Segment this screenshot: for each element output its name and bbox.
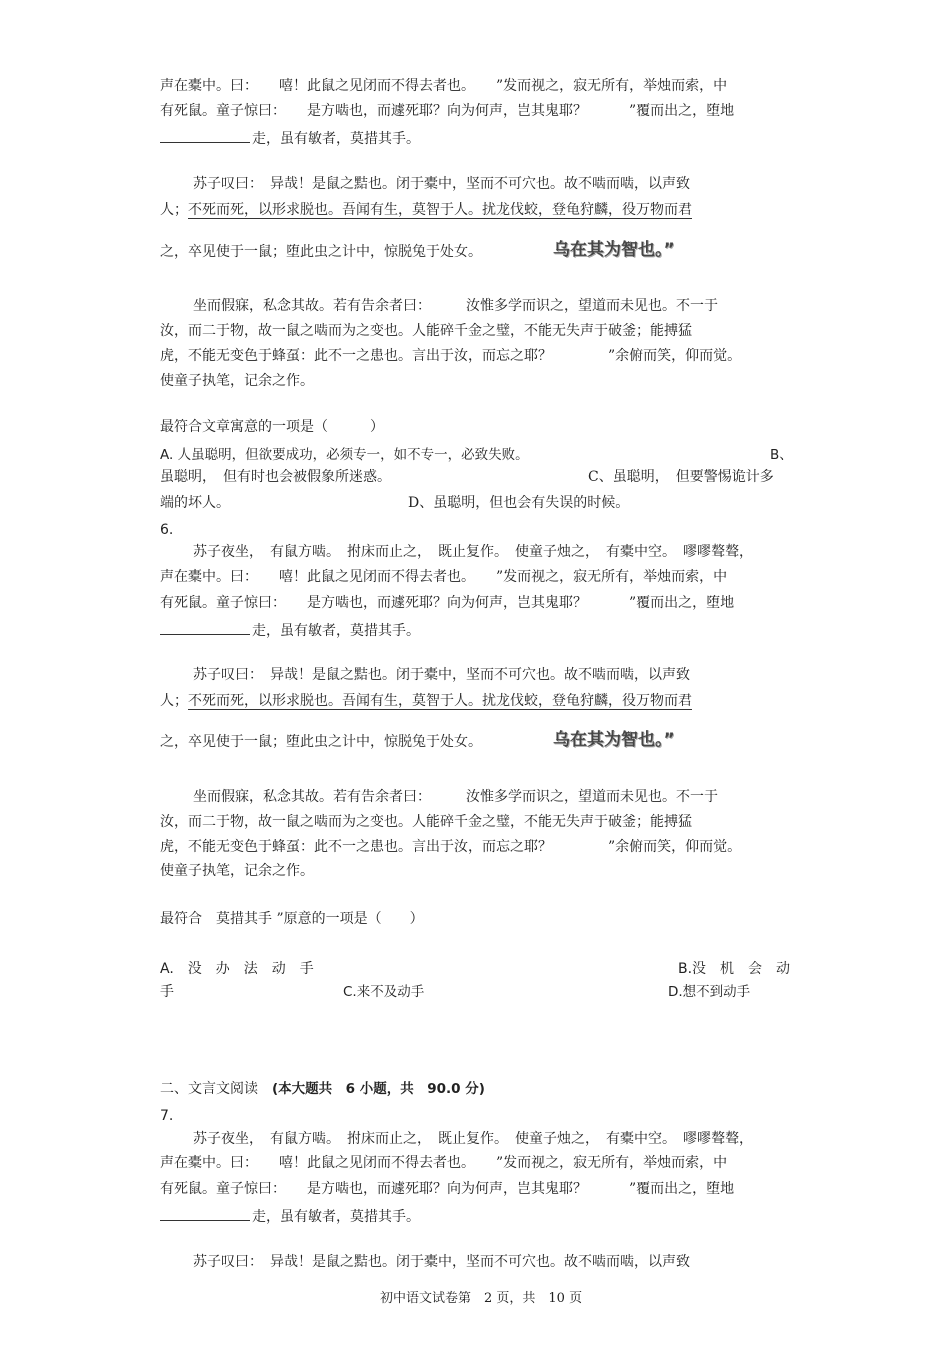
q6-line8: 汝，而二于物，故一鼠之啮而为之变也。人能碎千金之璧，不能无失声于破釜；能搏猛 — [160, 814, 692, 830]
q6-line3-text: 走，虽有敏者，莫措其手。 — [252, 623, 420, 639]
fill-blank[interactable] — [160, 130, 250, 143]
passage1-line5a: 人； — [160, 202, 188, 218]
passage1-line3 — [160, 130, 420, 148]
q5-option-d[interactable]: D、虽聪明，但也会有失误的时候。 — [408, 495, 630, 511]
passage1-line2: 有死鼠。童子惊曰： 是方啮也，而遽死耶？向为何声，岂其鬼耶？ ”覆而出之，堕地 — [160, 103, 735, 119]
q7-line2: 有死鼠。童子惊曰： 是方啮也，而遽死耶？向为何声，岂其鬼耶？ ”覆而出之，堕地 — [160, 1181, 735, 1197]
q5-option-b[interactable]: B、 — [770, 447, 793, 463]
q6-line5a: 人； — [160, 693, 188, 709]
q6-line4: 苏子叹曰： 异哉！是鼠之黠也。闭于橐中，坚而不可穴也。故不啮而啮，以声致 — [193, 667, 690, 683]
stamp-text: 乌在其为智也。” — [553, 240, 675, 260]
q7-line4: 苏子叹曰： 异哉！是鼠之黠也。闭于橐中，坚而不可穴也。故不啮而啮，以声致 — [193, 1254, 690, 1270]
q5-option-c-text: 端的坏人。 — [160, 495, 230, 511]
fill-blank[interactable] — [160, 1208, 250, 1221]
page-footer: 初中语文试卷第 2 页，共 10 页 — [380, 1291, 583, 1306]
passage1-line5c: 吾闻有生，莫智于人。扰龙伐蛟，登龟狩麟，役万物而君 — [342, 202, 692, 218]
q6-line5 — [160, 692, 692, 710]
q6-option-b[interactable]: B.没 机 会 动 — [678, 961, 791, 977]
section-title-note: (本大题共 6 小题，共 90.0 分) — [272, 1081, 485, 1097]
q6-line0: 苏子夜坐， 有鼠方啮。 拊床而止之， 既止复作。 使童子烛之， 有橐中空。 嘐嘐聱聱， — [193, 544, 753, 560]
q5-option-c[interactable]: C、虽聪明， 但要警惕诡计多 — [588, 469, 774, 485]
passage1-line10: 使童子执笔，记余之作。 — [160, 373, 314, 389]
q5-option-a[interactable]: A. 人虽聪明，但欲要成功，必须专一，如不专一，必致失败。 — [160, 447, 529, 463]
q6-number: 6. — [160, 522, 174, 538]
q7-line0: 苏子夜坐， 有鼠方啮。 拊床而止之， 既止复作。 使童子烛之， 有橐中空。 嘐嘐聱聱， — [193, 1131, 753, 1147]
stamp-text: 乌在其为智也。” — [553, 730, 675, 750]
section-title-main: 二、文言文阅读 — [160, 1081, 272, 1097]
q6-line5c: 吾闻有生，莫智于人。扰龙伐蛟，登龟狩麟，役万物而君 — [342, 693, 692, 709]
passage1-line9: 虎，不能无变色于蜂虿：此不一之患也。言出于汝，而忘之耶？ ”余俯而笑，仰而觉。 — [160, 348, 742, 364]
q6-line6: 之，卒见使于一鼠；堕此虫之计中，惊脱兔于处女。 — [160, 734, 482, 750]
passage1-line5 — [160, 201, 692, 219]
q6-stem: 最符合 莫措其手 ”原意的一项是（ ） — [160, 911, 424, 927]
q6-line2: 有死鼠。童子惊曰： 是方啮也，而遽死耶？向为何声，岂其鬼耶？ ”覆而出之，堕地 — [160, 595, 735, 611]
q6-option-c[interactable]: C.来不及动手 — [343, 984, 425, 1000]
q6-line3 — [160, 622, 420, 640]
q5-stem: 最符合文章寓意的一项是（ ） — [160, 419, 384, 435]
passage1-line3-text: 走，虽有敏者，莫措其手。 — [252, 131, 420, 147]
passage1-line1: 声在橐中。曰： 嘻！此鼠之见闭而不得去者也。 ”发而视之，寂无所有，举烛而索，中 — [160, 78, 728, 94]
q6-line10: 使童子执笔，记余之作。 — [160, 863, 314, 879]
q7-line3-text: 走，虽有敏者，莫措其手。 — [252, 1209, 420, 1225]
passage1-line7: 坐而假寐，私念其故。若有告余者曰： 汝惟多学而识之，望道而未见也。不一于 — [193, 298, 718, 314]
section-title — [160, 1080, 485, 1098]
q6-line7: 坐而假寐，私念其故。若有告余者曰： 汝惟多学而识之，望道而未见也。不一于 — [193, 789, 718, 805]
q7-line1: 声在橐中。曰： 嘻！此鼠之见闭而不得去者也。 ”发而视之，寂无所有，举烛而索，中 — [160, 1155, 728, 1171]
q6-option-b-text: 手 — [160, 984, 174, 1000]
passage1-line4: 苏子叹曰： 异哉！是鼠之黠也。闭于橐中，坚而不可穴也。故不啮而啮，以声致 — [193, 176, 690, 192]
passage1-line8: 汝，而二于物，故一鼠之啮而为之变也。人能碎千金之璧，不能无失声于破釜；能搏猛 — [160, 323, 692, 339]
underlined-sentence: 不死而死，以形求脱也。 — [188, 202, 342, 218]
q5-option-b-text: 虽聪明， 但有时也会被假象所迷惑。 — [160, 469, 391, 485]
passage1-line6: 之，卒见使于一鼠；堕此虫之计中，惊脱兔于处女。 — [160, 244, 482, 260]
q7-line3 — [160, 1208, 420, 1226]
q6-option-d[interactable]: D.想不到动手 — [668, 984, 751, 1000]
q6-option-a[interactable]: A. 没 办 法 动 手 — [160, 961, 314, 977]
fill-blank[interactable] — [160, 622, 250, 635]
q6-line1: 声在橐中。曰： 嘻！此鼠之见闭而不得去者也。 ”发而视之，寂无所有，举烛而索，中 — [160, 569, 728, 585]
q6-line9: 虎，不能无变色于蜂虿：此不一之患也。言出于汝，而忘之耶？ ”余俯而笑，仰而觉。 — [160, 839, 742, 855]
q7-number: 7. — [160, 1108, 174, 1124]
underlined-sentence: 不死而死，以形求脱也。 — [188, 693, 342, 709]
